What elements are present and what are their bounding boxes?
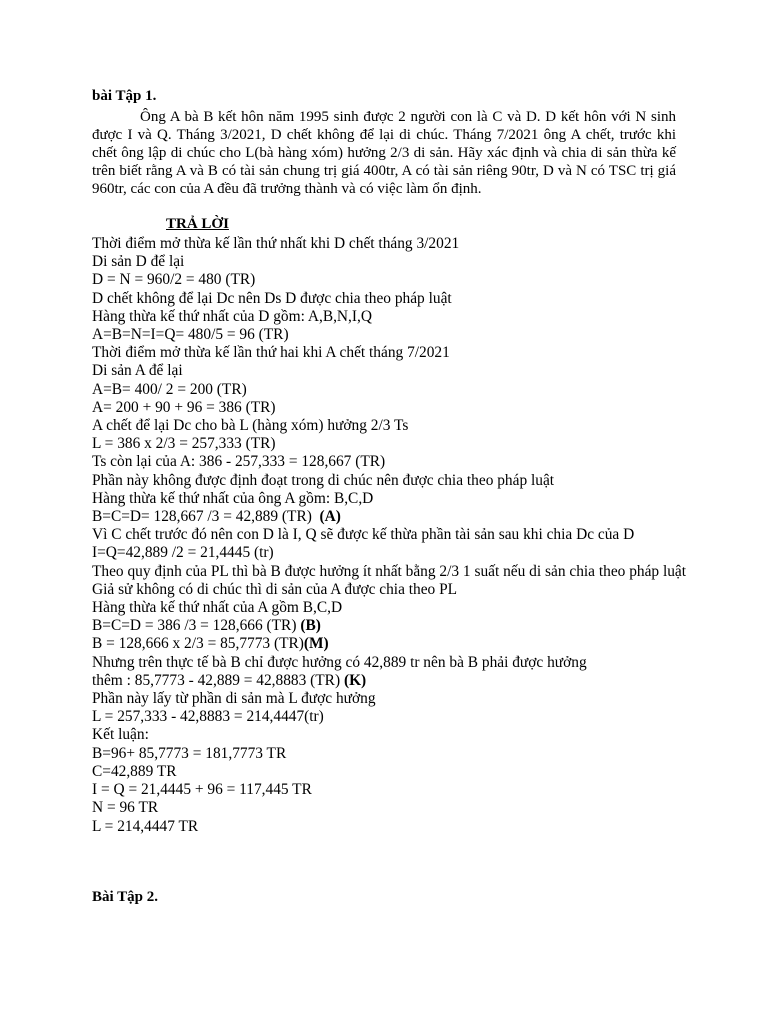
mark-k: (K) (343, 671, 367, 689)
conclusion-line: L = 214,4447 TR (92, 817, 199, 835)
exercise-1-heading: bài Tập 1. (92, 88, 157, 104)
answer-line: A=B= 400/ 2 = 200 (TR) (92, 380, 247, 398)
answer-line: Hàng thừa kế thứ nhất của D gồm: A,B,N,I,Q (92, 307, 372, 325)
conclusion-label: Kết luận: (92, 726, 149, 744)
answer-line (92, 635, 692, 653)
answer-line: Phần này không được định đoạt trong di chúc nên được chia theo pháp luật (92, 471, 555, 489)
answer-line: Thời điểm mở thừa kế lần thứ nhất khi D chết tháng 3/2021 (92, 235, 460, 252)
answer-line: Phần này lấy từ phần di sản mà L được hưởng (92, 690, 376, 708)
conclusion-line: C=42,889 TR (92, 762, 177, 780)
answer-line: Theo quy định của PL thì bà B được hưởng ít nhất bằng 2/3 1 suất nếu di sản chia theo pháp luật (92, 562, 687, 580)
answer-line (92, 672, 692, 690)
line-text: B=C=D= 128,667 /3 = 42,889 (TR) (92, 508, 312, 526)
answer-line: Vì C chết trước đó nên con D là I, Q sẽ được kế thừa phần tài sản sau khi chia Dc của D (92, 526, 635, 544)
answer-line: Thời điểm mở thừa kế lần thứ hai khi A chết tháng 7/2021 (92, 344, 450, 362)
answer-line: Nhưng trên thực tế bà B chỉ được hưởng có 42,889 tr nên bà B phải được hưởng (92, 653, 587, 671)
answer-line: A=B=N=I=Q= 480/5 = 96 (TR) (92, 326, 289, 344)
answer-line (92, 617, 692, 635)
answer-line: L = 386 x 2/3 = 257,333 (TR) (92, 435, 276, 453)
answer-line: D chết không để lại Dc nên Ds D được chia theo pháp luật (92, 289, 452, 307)
answer-line (92, 508, 692, 526)
answer-line: Giả sử không có di chúc thì di sản của A được chia theo PL (92, 580, 458, 598)
answer-line: A chết để lại Dc cho bà L (hàng xóm) hưởng 2/3 Ts (92, 417, 409, 435)
conclusion-line: N = 96 TR (92, 799, 159, 817)
mark-b: (B) (300, 617, 321, 635)
line-text: B=C=D = 386 /3 = 128,666 (TR) (92, 617, 297, 635)
mark-a: (A) (319, 508, 341, 526)
mark-m: (M) (303, 635, 329, 653)
conclusion-line: B=96+ 85,7773 = 181,7773 TR (92, 744, 287, 762)
answer-line: Hàng thừa kế thứ nhất của A gồm B,C,D (92, 599, 343, 617)
exercise-1-problem: Ông A bà B kết hôn năm 1995 sinh được 2 người con là C và D. D kết hôn với N sinh được I và Q. Tháng 3/2021, D chết không để lại di chúc. Tháng 7/2021 ông A chết, trước khi chết ông lập di chúc cho L(bà hàng xóm) hưởng 2/3 di sản. Hãy xác định và chia di sản thừa kế trên biết rằng A và B có tài sản chung trị giá 400tr, A có tài sản riêng 90tr, D và N có TSC trị giá 960tr, các con của A đều đã trưởng thành và có việc làm ổn định. (92, 109, 676, 197)
answer-line: Di sản A để lại (92, 362, 183, 380)
exercise-2-heading: Bài Tập 2. (92, 889, 158, 905)
line-text: thêm : 85,7773 - 42,889 = 42,8883 (TR) (92, 671, 341, 689)
answer-title: TRẢ LỜI (166, 216, 229, 232)
answer-body (92, 235, 692, 836)
answer-line: Di sản D để lại (92, 253, 185, 271)
answer-line: A= 200 + 90 + 96 = 386 (TR) (92, 398, 276, 416)
answer-line: D = N = 960/2 = 480 (TR) (92, 271, 256, 289)
answer-line: L = 257,333 - 42,8883 = 214,4447(tr) (92, 708, 324, 726)
answer-line: Ts còn lại của A: 386 - 257,333 = 128,667 (TR) (92, 453, 386, 471)
line-text: B = 128,666 x 2/3 = 85,7773 (TR) (92, 635, 304, 653)
answer-line: I=Q=42,889 /2 = 21,4445 (tr) (92, 544, 274, 562)
conclusion-line: I = Q = 21,4445 + 96 = 117,445 TR (92, 781, 312, 799)
answer-line: Hàng thừa kế thứ nhất của ông A gồm: B,C,D (92, 489, 374, 507)
